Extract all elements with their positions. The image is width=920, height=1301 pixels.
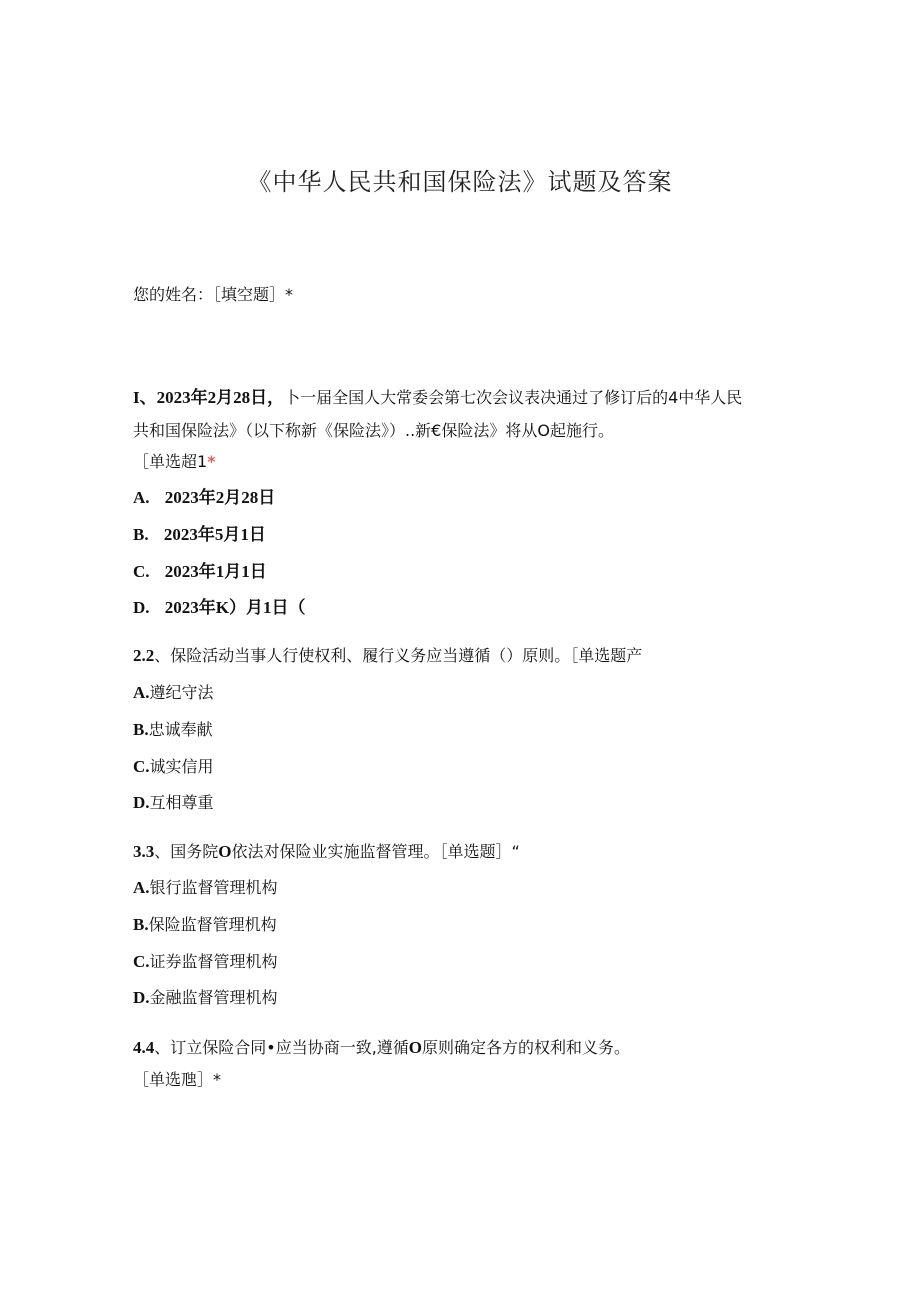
option-text: 保险监督管理机构	[148, 915, 277, 934]
option-letter: D.	[133, 793, 150, 812]
question-1-option-a[interactable]	[133, 488, 275, 508]
question-3-stem-a: 、国务院	[154, 842, 219, 861]
document-title: 《中华人民共和国保险法》试题及答案	[247, 168, 673, 196]
question-1-option-b[interactable]	[133, 525, 266, 545]
question-4-blank: O	[408, 1038, 423, 1057]
question-4-stem-a: 、订立保险合同•应当协商一致,遵循	[154, 1038, 409, 1057]
option-text: 2023年1月1日	[164, 562, 267, 581]
question-3-blank: O	[218, 842, 232, 861]
option-letter: C.	[133, 952, 150, 971]
question-2-option-d[interactable]	[133, 793, 214, 813]
question-1-option-c[interactable]	[133, 562, 267, 582]
question-4-type-label: ［单选虺］*	[133, 1070, 222, 1089]
option-text: 忠诚奉献	[148, 720, 213, 739]
option-letter: A.	[133, 683, 150, 702]
question-2-option-b[interactable]	[133, 720, 213, 740]
option-letter: B.	[133, 525, 149, 544]
option-text: 互相尊重	[149, 793, 214, 812]
question-4-stem-b: 原则确定各方的权利和义务。	[422, 1038, 631, 1057]
question-2-number: 2.2	[133, 646, 155, 665]
question-3-stem-b: 依法对保险业实施监督管理。［单选题］“	[231, 842, 520, 861]
option-text: 2023年2月28日	[164, 488, 276, 507]
option-letter: C.	[133, 757, 150, 776]
question-4-number: 4.4	[133, 1038, 155, 1057]
question-2-option-a[interactable]	[133, 683, 214, 703]
option-letter: A.	[133, 488, 150, 507]
option-text: 证券监督管理机构	[149, 952, 278, 971]
option-text: 银行监督管理机构	[149, 878, 278, 897]
question-3-option-b[interactable]	[133, 915, 277, 935]
question-1-type	[133, 452, 216, 472]
question-3-option-d[interactable]	[133, 988, 278, 1008]
question-1-type-label: ［单选超1	[133, 452, 208, 471]
question-2-stem	[133, 646, 642, 666]
question-1-stem-line-1: 卜一届全国人大常委会第七次会议表决通过了修订后的4中华人民	[284, 388, 743, 407]
option-letter: A.	[133, 878, 150, 897]
option-text: 2023年K）月1日（	[164, 598, 306, 617]
name-field-label: 您的姓名：［填空题］*	[133, 285, 294, 304]
question-2-option-c[interactable]	[133, 757, 214, 777]
question-1-option-d[interactable]	[133, 598, 306, 618]
option-text: 2023年5月1日	[163, 525, 266, 544]
question-3-option-c[interactable]	[133, 952, 278, 972]
question-1-number: I、2023年2月28日，	[133, 388, 285, 407]
option-text: 遵纪守法	[149, 683, 214, 702]
option-letter: B.	[133, 720, 149, 739]
option-text: 诚实信用	[149, 757, 214, 776]
option-letter: B.	[133, 915, 149, 934]
question-3-option-a[interactable]	[133, 878, 278, 898]
option-text: 金融监督管理机构	[149, 988, 278, 1007]
question-1-stem-line-2: 共和国保险法》（以下称新《保险法》）..新€保险法》将从O起施行。	[133, 421, 614, 440]
required-mark: *	[207, 452, 216, 471]
option-letter: D.	[133, 598, 150, 617]
question-1-line-1	[133, 388, 742, 408]
question-3-stem	[133, 842, 520, 862]
option-letter: C.	[133, 562, 150, 581]
question-2-stem-text: 、保险活动当事人行使权利、履行义务应当遵循（）原则。［单选题产	[154, 646, 643, 665]
question-4-stem	[133, 1038, 630, 1058]
question-3-number: 3.3	[133, 842, 155, 861]
option-letter: D.	[133, 988, 150, 1007]
